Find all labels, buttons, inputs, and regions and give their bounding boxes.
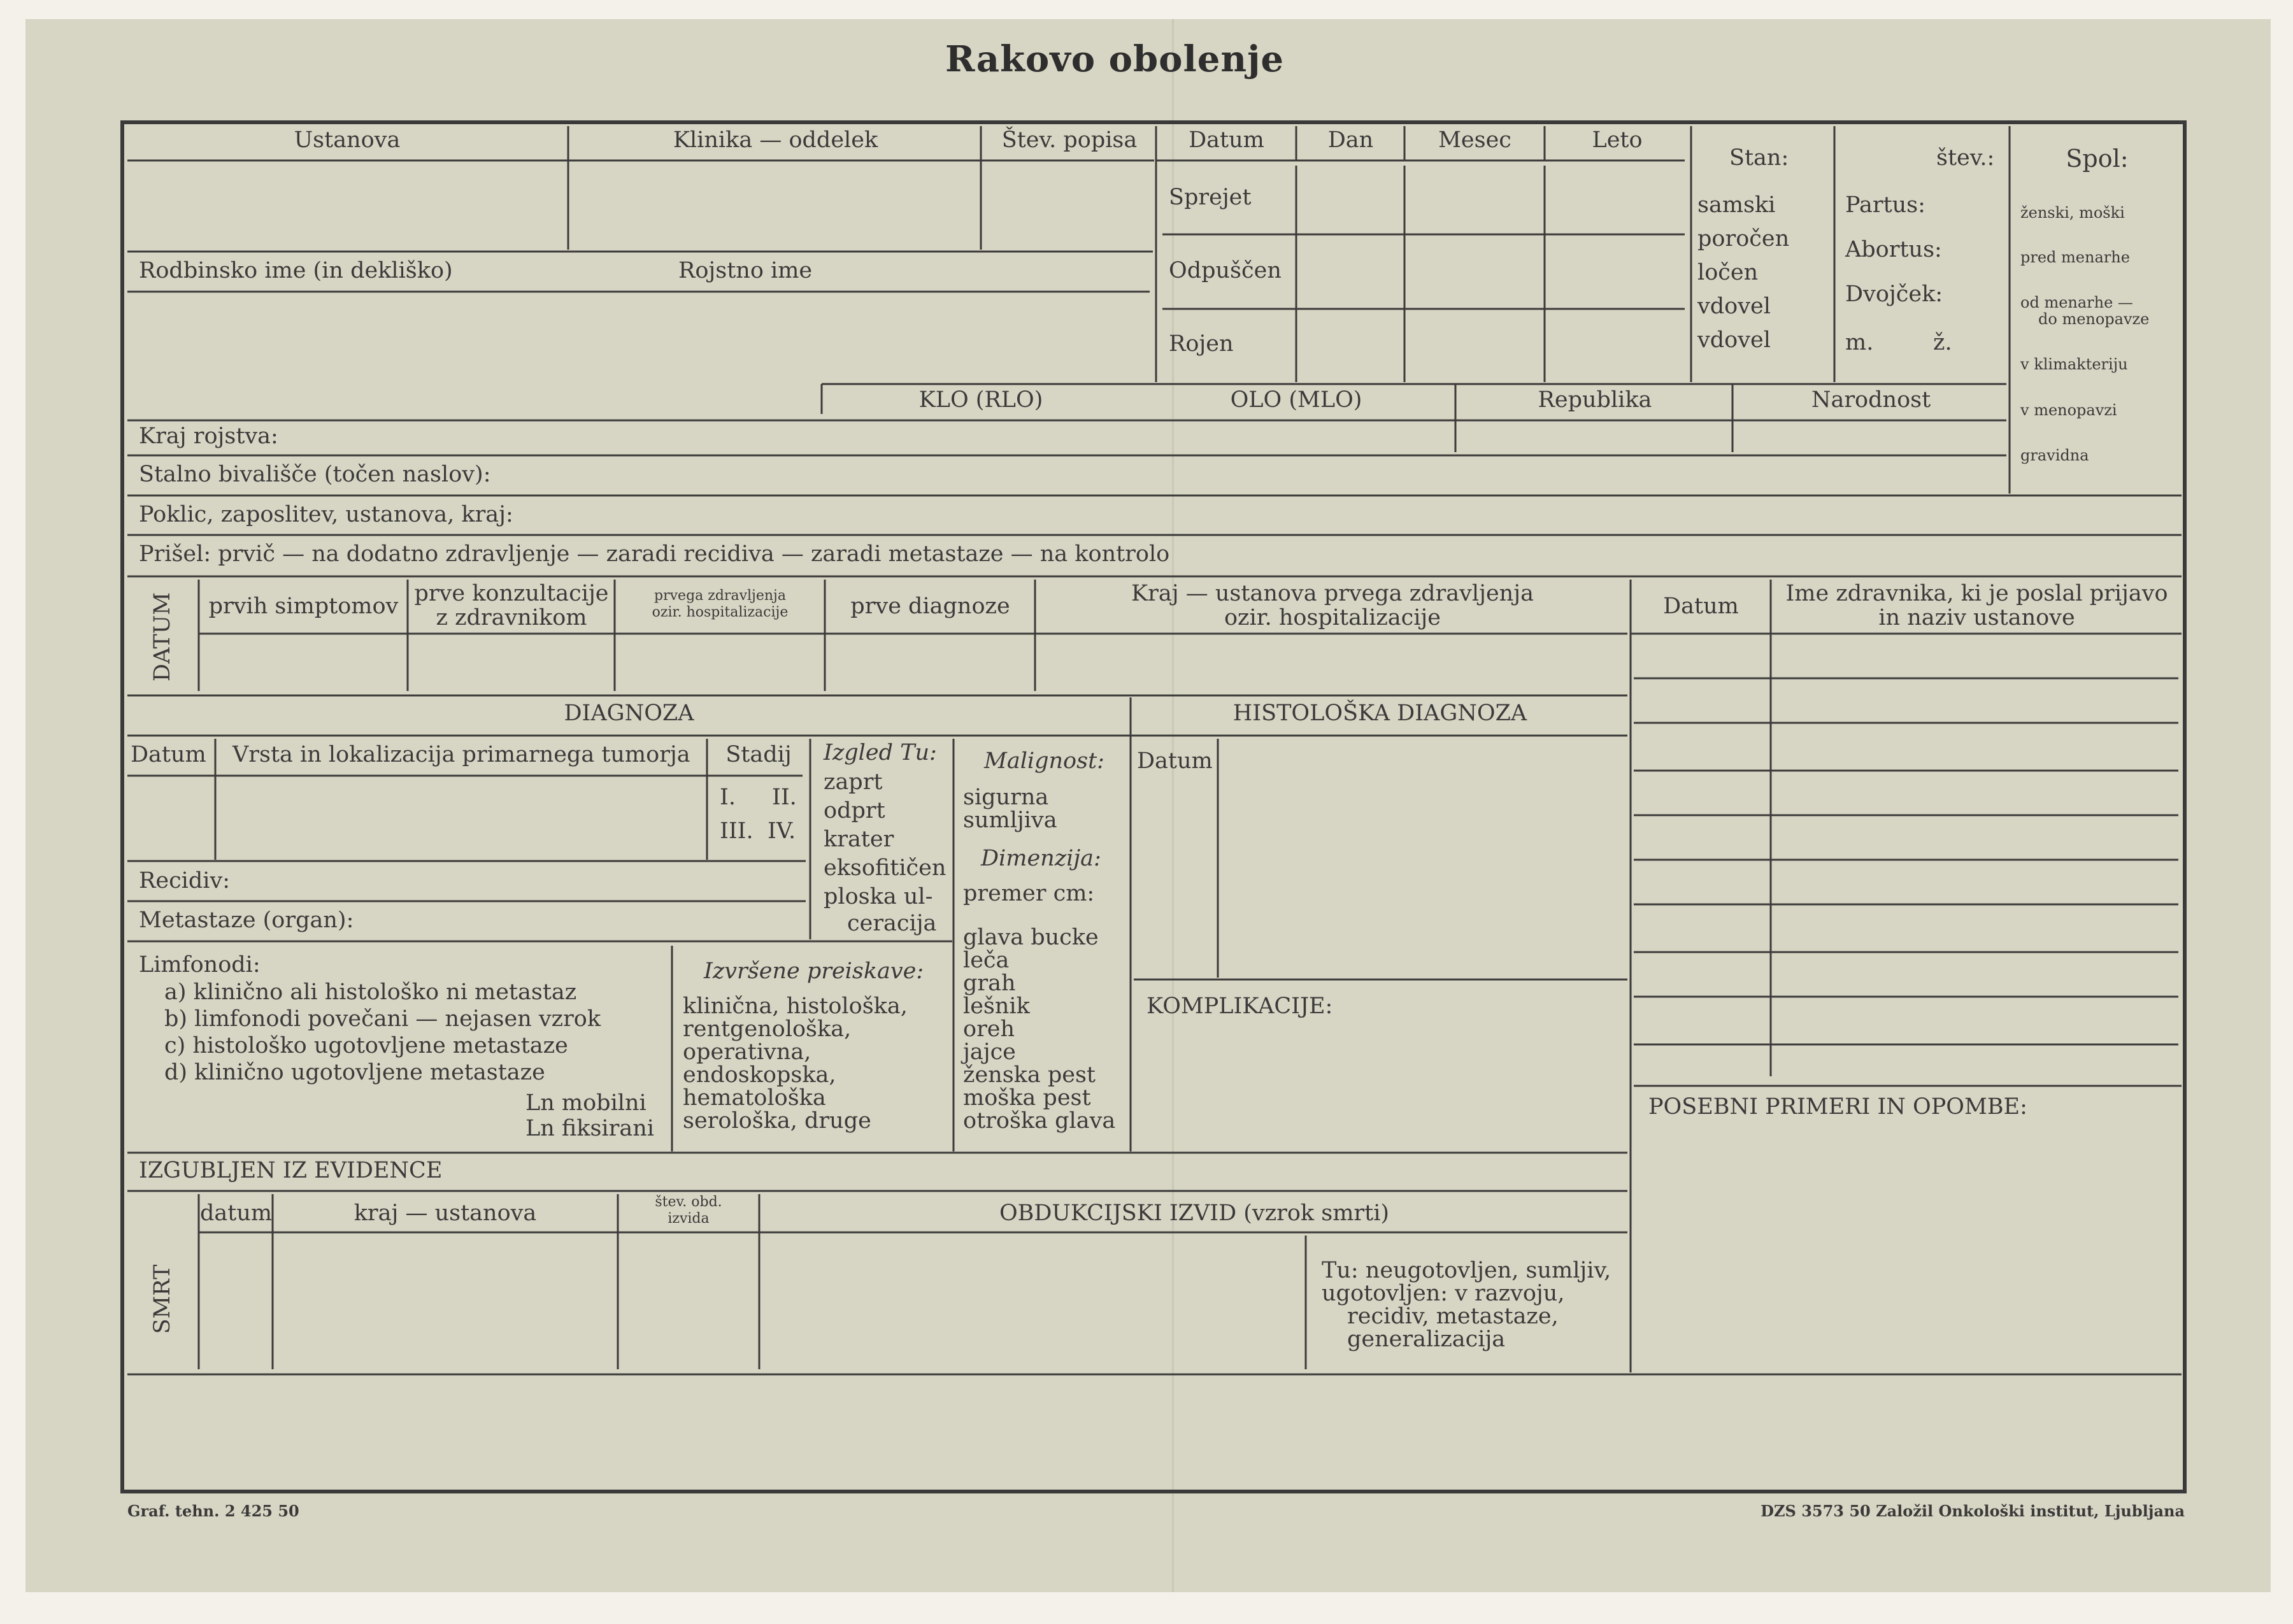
izgled-option: zaprt (824, 769, 883, 795)
label-komplikacije: KOMPLIKACIJE: (1146, 994, 1333, 1019)
tu-option: recidiv, metastaze, (1347, 1304, 1559, 1329)
limfonodi-option: a) klinično ali histološko ni metastaz (164, 979, 577, 1005)
label-m: m. (1845, 330, 1874, 355)
label-prvega-zdravljenja: prvega zdravljenja (654, 588, 786, 604)
preiskave-option: endoskopska, (683, 1062, 836, 1088)
label-posebni-primeri: POSEBNI PRIMERI IN OPOMBE: (1648, 1094, 2027, 1120)
label-ozir-hospitalizacije: ozir. hospitalizacije (652, 604, 789, 620)
tu-option: Tu: neugotovljen, sumljiv, (1322, 1258, 1611, 1283)
label-ime-zdravnika: Ime zdravnika, ki je poslal prijavo (1785, 581, 2168, 606)
footer-print-code: Graf. tehn. 2 425 50 (127, 1502, 299, 1520)
limfonodi-option: c) histološko ugotovljene metastaze (164, 1033, 568, 1058)
label-smrt-datum: datum (200, 1200, 273, 1226)
label-obdukcijski-izvid: OBDUKCIJSKI IZVID (vzrok smrti) (999, 1200, 1390, 1226)
label-ustanova: Ustanova (294, 127, 401, 153)
preiskave-option: rentgenološka, (683, 1016, 852, 1042)
spol-option: ženski, moški (2020, 204, 2125, 222)
label-prve-diagnoze: prve diagnoze (850, 594, 1010, 619)
izgled-option: eksofitičen (824, 855, 946, 881)
spol-option: gravidna (2020, 446, 2089, 464)
label-ln-fiksirani: Ln fiksirani (525, 1116, 654, 1141)
label-diagnoza-datum: Datum (131, 742, 206, 767)
label-izvida: izvida (668, 1211, 710, 1227)
stadij-2: II. (772, 785, 797, 810)
label-stev-popisa: Štev. popisa (1001, 127, 1138, 153)
label-republika: Republika (1538, 387, 1652, 413)
label-spol: Spol: (2066, 145, 2129, 173)
stan-option: vdovel (1697, 327, 1771, 353)
spol-option: od menarhe — (2020, 294, 2133, 311)
label-klo: KLO (RLO) (918, 387, 1043, 413)
tu-option: ugotovljen: v razvoju, (1322, 1281, 1565, 1306)
label-dimenzija: Dimenzija: (981, 846, 1101, 871)
stadij-4: IV. (768, 818, 796, 844)
size-option: grah (963, 971, 1016, 996)
preiskave-option: hematološka (683, 1085, 826, 1111)
tu-option: generalizacija (1347, 1327, 1506, 1352)
stadij-3: III. (720, 818, 754, 844)
limfonodi-option: d) klinično ugotovljene metastaze (164, 1060, 545, 1085)
izgled-option: ceracija (847, 911, 937, 936)
label-stadij: Stadij (725, 742, 792, 767)
stadij-1: I. (720, 785, 736, 810)
label-smrt-kraj: kraj — ustanova (354, 1200, 537, 1226)
label-narodnost: Narodnost (1811, 387, 1931, 413)
stan-option: samski (1697, 192, 1776, 218)
size-option: moška pest (963, 1085, 1091, 1111)
label-metastaze: Metastaze (organ): (139, 908, 354, 933)
limfonodi-option: b) limfonodi povečani — nejasen vzrok (164, 1006, 601, 1032)
stan-option: vdovel (1697, 294, 1771, 319)
page-title: Rakovo obolenje (945, 38, 1284, 80)
label-kraj-ustanova: Kraj — ustanova prvega zdravljenja (1131, 581, 1534, 606)
label-rodbinsko-ime: Rodbinsko ime (in dekliško) (139, 258, 453, 283)
label-recidiv: Recidiv: (139, 868, 231, 894)
spol-option: pred menarhe (2020, 248, 2130, 266)
izgled-option: odprt (824, 798, 885, 823)
label-poklic: Poklic, zaposlitev, ustanova, kraj: (139, 502, 513, 527)
label-dvojcek: Dvojček: (1845, 281, 1943, 307)
label-prijava-datum: Datum (1663, 594, 1739, 619)
label-leto: Leto (1592, 127, 1643, 153)
preiskave-option: serološka, druge (683, 1108, 871, 1134)
malignost-option: sigurna (963, 785, 1049, 810)
izgled-option: ploska ul- (824, 884, 933, 909)
size-option: lešnik (963, 994, 1030, 1019)
label-izgubljen: IZGUBLJEN IZ EVIDENCE (139, 1158, 443, 1183)
label-stalno-bivalisce: Stalno bivališče (točen naslov): (139, 462, 491, 487)
label-z-zdravnikom: z zdravnikom (436, 605, 587, 630)
label-limfonodi: Limfonodi: (139, 952, 261, 978)
label-partus: Partus: (1845, 192, 1925, 218)
spol-option: v menopavzi (2020, 401, 2117, 419)
label-z: ž. (1933, 330, 1952, 355)
footer-publisher: DZS 3573 50 Založil Onkološki institut, Ljubljana (1761, 1502, 2185, 1520)
label-kraj-hospitalizacije: ozir. hospitalizacije (1224, 605, 1441, 630)
label-premer: premer cm: (963, 881, 1095, 906)
label-odpuscen: Odpuščen (1169, 258, 1282, 283)
size-option: glava bucke (963, 925, 1099, 950)
label-rojen: Rojen (1169, 331, 1234, 357)
size-option: oreh (963, 1016, 1015, 1042)
label-mesec: Mesec (1438, 127, 1511, 153)
preiskave-option: operativna, (683, 1039, 811, 1065)
label-klinika: Klinika — oddelek (673, 127, 878, 153)
size-option: leča (963, 948, 1010, 973)
label-izgled: Izgled Tu: (824, 740, 937, 766)
label-izvrsene-preiskave: Izvršene preiskave: (704, 958, 924, 984)
label-stev-obd: štev. obd. (655, 1194, 722, 1210)
preiskave-option: klinična, histološka, (683, 994, 908, 1019)
label-kraj-rojstva: Kraj rojstva: (139, 424, 278, 449)
spol-option: do menopavze (2038, 310, 2150, 328)
label-histoloska-datum: Datum (1137, 748, 1213, 774)
label-sprejet: Sprejet (1169, 185, 1252, 210)
size-option: otroška glava (963, 1108, 1116, 1134)
label-datum: Datum (1189, 127, 1264, 153)
label-vrsta-lokalizacija: Vrsta in lokalizacija primarnega tumorja (232, 742, 690, 767)
label-ln-mobilni: Ln mobilni (525, 1090, 646, 1116)
label-stev: štev.: (1936, 145, 1995, 171)
label-prvih-simptomov: prvih simptomov (208, 594, 399, 619)
label-rojstno-ime: Rojstno ime (678, 258, 813, 283)
size-option: jajce (963, 1039, 1016, 1065)
label-olo: OLO (MLO) (1230, 387, 1362, 413)
label-stan: Stan: (1729, 145, 1789, 171)
label-datum-vertical: DATUM (150, 592, 175, 682)
label-dan: Dan (1327, 127, 1374, 153)
stan-option: poročen (1697, 226, 1790, 252)
label-histoloska-diagnoza: HISTOLOŠKA DIAGNOZA (1232, 701, 1527, 726)
label-diagnoza: DIAGNOZA (564, 701, 694, 726)
label-abortus: Abortus: (1845, 237, 1942, 262)
label-prisel: Prišel: prvič — na dodatno zdravljenje — zaradi recidiva — zaradi metastaze — na kontrolo (139, 541, 1170, 567)
label-smrt-vertical: SMRT (150, 1264, 175, 1334)
label-malignost: Malignost: (984, 748, 1104, 774)
label-prve-konzultacije: prve konzultacije (414, 581, 609, 606)
size-option: ženska pest (963, 1062, 1096, 1088)
label-naziv-ustanove: in naziv ustanove (1878, 605, 2075, 630)
stan-option: ločen (1697, 260, 1759, 285)
malignost-option: sumljiva (963, 808, 1057, 833)
spol-option: v klimakteriju (2020, 355, 2128, 373)
izgled-option: krater (824, 827, 894, 852)
